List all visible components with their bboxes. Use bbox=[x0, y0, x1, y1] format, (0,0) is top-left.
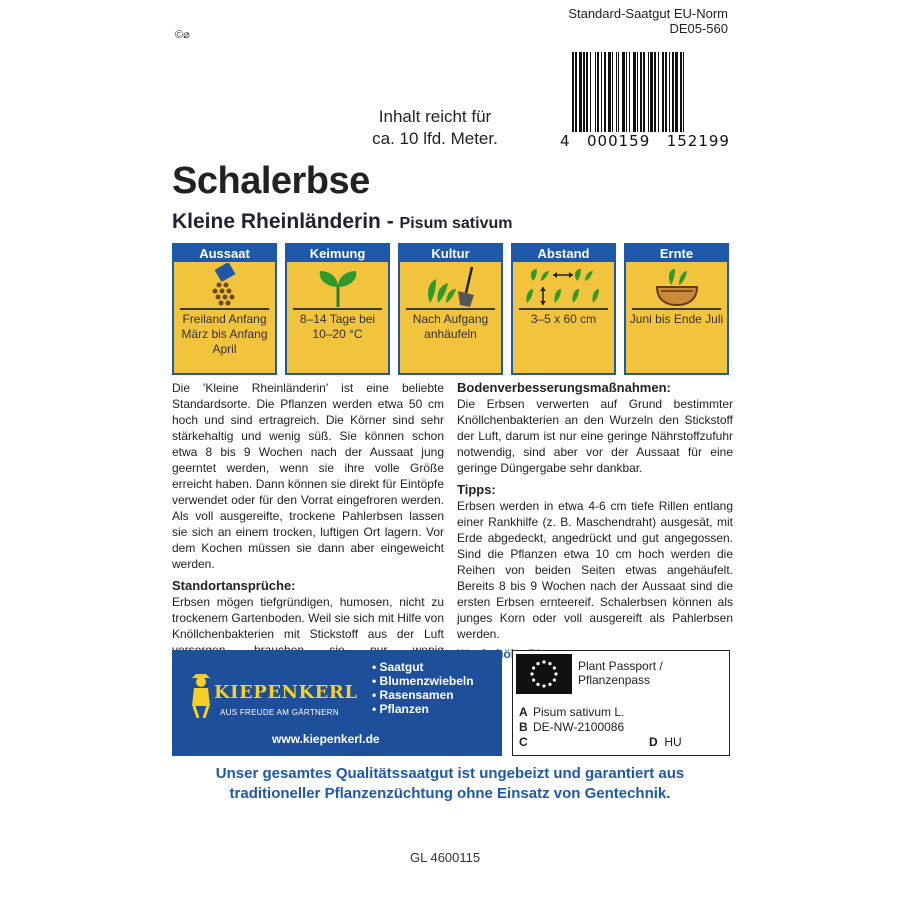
seed-standard bbox=[568, 6, 728, 36]
quality-statement bbox=[172, 764, 728, 804]
product-subtitle bbox=[172, 210, 512, 234]
eu-star bbox=[542, 684, 545, 687]
soil-line bbox=[406, 308, 495, 310]
eu-star bbox=[530, 672, 533, 675]
latin-name: Pisum sativum bbox=[399, 215, 513, 232]
seed-standard-line1: Standard-Saatgut EU-Norm bbox=[568, 6, 728, 21]
icon-box-text: 8–14 Tage bei 10–20 °C bbox=[299, 312, 376, 341]
plant-passport bbox=[512, 650, 730, 756]
intro-paragraph: Die 'Kleine Rheinländerin' ist eine beliebte Standardsorte. Die Pflanzen werden etwa 50 cm hoch und sind ertragreich. Die Körner sind sehr stärkehaltig und wenig süß. Sie können schon etwa 8 bis 9 Wochen nach der Aussaat jung geerntet werden, wenn sie ihre volle Größe erreicht haben. Dann können sie direkt für Eintöpfe verwendet oder für den Vorrat eingefroren werden. Als voll ausgereifte, trockene Pahlerbsen lassen sie sich an einem trocken, luftigen Ort lagern. Vor dem Kochen müssen sie dann aber eingeweicht werden. bbox=[172, 381, 444, 571]
icon-box-text: 3–5 x 60 cm bbox=[530, 312, 597, 326]
passport-title-line1: Plant Passport / bbox=[578, 659, 663, 673]
brand-product-item: • Rasensamen bbox=[372, 688, 454, 702]
passport-row-c: C bbox=[519, 735, 528, 749]
passport-d-value: HU bbox=[664, 735, 682, 749]
quality-line1: Unser gesamtes Qualitätssaatgut ist ungebeizt und garantiert aus bbox=[215, 765, 685, 782]
soil-line bbox=[632, 308, 721, 310]
content-note bbox=[360, 106, 510, 150]
cultivation-icons bbox=[172, 243, 732, 375]
eu-star bbox=[536, 662, 539, 665]
barcode-digit-group: 000159 bbox=[587, 132, 651, 150]
brand-product-list bbox=[372, 660, 474, 716]
icon-box-harvest bbox=[624, 243, 729, 375]
seedling-icon bbox=[287, 262, 388, 310]
content-note-line1: Inhalt reicht für bbox=[378, 107, 492, 126]
location-heading: Standortansprüche: bbox=[172, 578, 296, 593]
shovel-icon bbox=[400, 262, 501, 310]
eu-flag-icon bbox=[516, 654, 572, 694]
passport-row-b: B DE-NW-2100086 bbox=[519, 720, 625, 734]
eu-star bbox=[553, 678, 556, 681]
barcode-digits bbox=[560, 132, 730, 150]
icon-box-text: Juni bis Ende Juli bbox=[629, 312, 724, 326]
eu-star bbox=[548, 683, 551, 686]
passport-b-value: DE-NW-2100086 bbox=[533, 720, 625, 734]
passport-title-line2: Pflanzenpass bbox=[578, 673, 651, 687]
icon-box-sowing bbox=[172, 243, 277, 375]
brand-product-item: • Blumenzwiebeln bbox=[372, 674, 474, 688]
icon-box-text: Freiland Anfang März bis Anfang April bbox=[181, 312, 268, 356]
gl-code: GL 4600115 bbox=[410, 850, 481, 865]
left-text-column bbox=[172, 380, 444, 674]
seed-standard-line2: DE05-560 bbox=[669, 21, 728, 36]
icon-box-text: Nach Aufgang anhäufeln bbox=[412, 312, 489, 341]
barcode-gap bbox=[684, 52, 686, 132]
passport-rows bbox=[519, 705, 624, 750]
brand-logo: KIEPENKERL bbox=[214, 682, 358, 703]
passport-row-a: A Pisum sativum L. bbox=[519, 705, 625, 719]
soil-line bbox=[519, 308, 608, 310]
icon-box-header: Ernte bbox=[626, 245, 727, 262]
soil-heading: Bodenverbesserungsmaßnahmen: bbox=[457, 380, 671, 395]
product-title: Schalerbse bbox=[172, 160, 370, 202]
eu-star bbox=[532, 666, 535, 669]
eu-star bbox=[536, 683, 539, 686]
quality-line2: traditioneller Pflanzenzüchtung ohne Einsatz von Gentechnik. bbox=[229, 785, 671, 802]
eu-star bbox=[542, 660, 545, 663]
icon-box-header: Aussaat bbox=[174, 245, 275, 262]
kiepenkerl-figure-icon bbox=[186, 674, 216, 718]
passport-row-d: D HU bbox=[649, 735, 682, 749]
seed-packet-icon bbox=[174, 262, 275, 310]
location-paragraph: Erbsen mögen tiefgründigen, humosen, nicht zu trockenem Gartenboden. Weil sie sich mit Hilfe von Knöllchenbakterien mit Stickstoff aus der Luft bbox=[172, 595, 444, 641]
soil-paragraph: Die Erbsen verwerten auf Grund bestimmter Knöllchenbakterien an den Wurzeln den Stickstoff der Luft, darum ist nur eine geringe Nährstoffzufuhr notwendig, sind aber vor der Aussaat für eine geringe Düngergabe sehr dankbar. bbox=[457, 397, 733, 475]
eu-star bbox=[532, 678, 535, 681]
spacing-icon bbox=[513, 262, 614, 310]
eu-star bbox=[553, 666, 556, 669]
harvest-bowl-icon bbox=[626, 262, 727, 310]
icon-box-header: Keimung bbox=[287, 245, 388, 262]
brand-product-item: • Saatgut bbox=[372, 660, 424, 674]
tips-paragraph: Erbsen werden in etwa 4-6 cm tiefe Rillen entlang einer Rankhilfe (z. B. Maschendraht) ausgesät, mit Erde abgedeckt, angedrückt und gut angegossen. Sind die Pflanzen etwa 10 cm hoch werden die Reihen von beiden Seiten etwas angehäufelt. Bereits 8 bis 9 Wochen nach der Aussaat sind die ersten Erbsen ernteereif. Schalerbsen können als junges Korn oder voll ausgereift als Pahlerbsen werden. bbox=[457, 499, 733, 641]
barcode-digit-group: 152199 bbox=[666, 132, 730, 150]
barcode bbox=[572, 52, 724, 132]
passport-title bbox=[578, 659, 663, 687]
right-text-column bbox=[457, 380, 733, 662]
passport-a-value: Pisum sativum L. bbox=[533, 705, 625, 719]
eu-star bbox=[548, 662, 551, 665]
brand-url: www.kiepenkerl.de bbox=[272, 732, 380, 746]
brand-product-item: • Pflanzen bbox=[372, 702, 429, 716]
icon-box-spacing bbox=[511, 243, 616, 375]
content-note-line2: ca. 10 lfd. Meter. bbox=[372, 129, 498, 148]
eu-star bbox=[554, 672, 557, 675]
soil-line bbox=[293, 308, 382, 310]
copyright-mark: ©⌀ bbox=[175, 29, 190, 41]
variety-name: Kleine Rheinländerin - bbox=[172, 210, 394, 233]
brand-panel bbox=[172, 650, 502, 756]
icon-box-culture bbox=[398, 243, 503, 375]
icon-box-header: Abstand bbox=[513, 245, 614, 262]
brand-slogan: AUS FREUDE AM GÄRTNERN bbox=[220, 708, 339, 717]
icon-box-header: Kultur bbox=[400, 245, 501, 262]
icon-box-germination bbox=[285, 243, 390, 375]
tips-heading: Tipps: bbox=[457, 482, 496, 497]
soil-line bbox=[180, 308, 269, 310]
barcode-digit-group: 4 bbox=[560, 132, 571, 150]
